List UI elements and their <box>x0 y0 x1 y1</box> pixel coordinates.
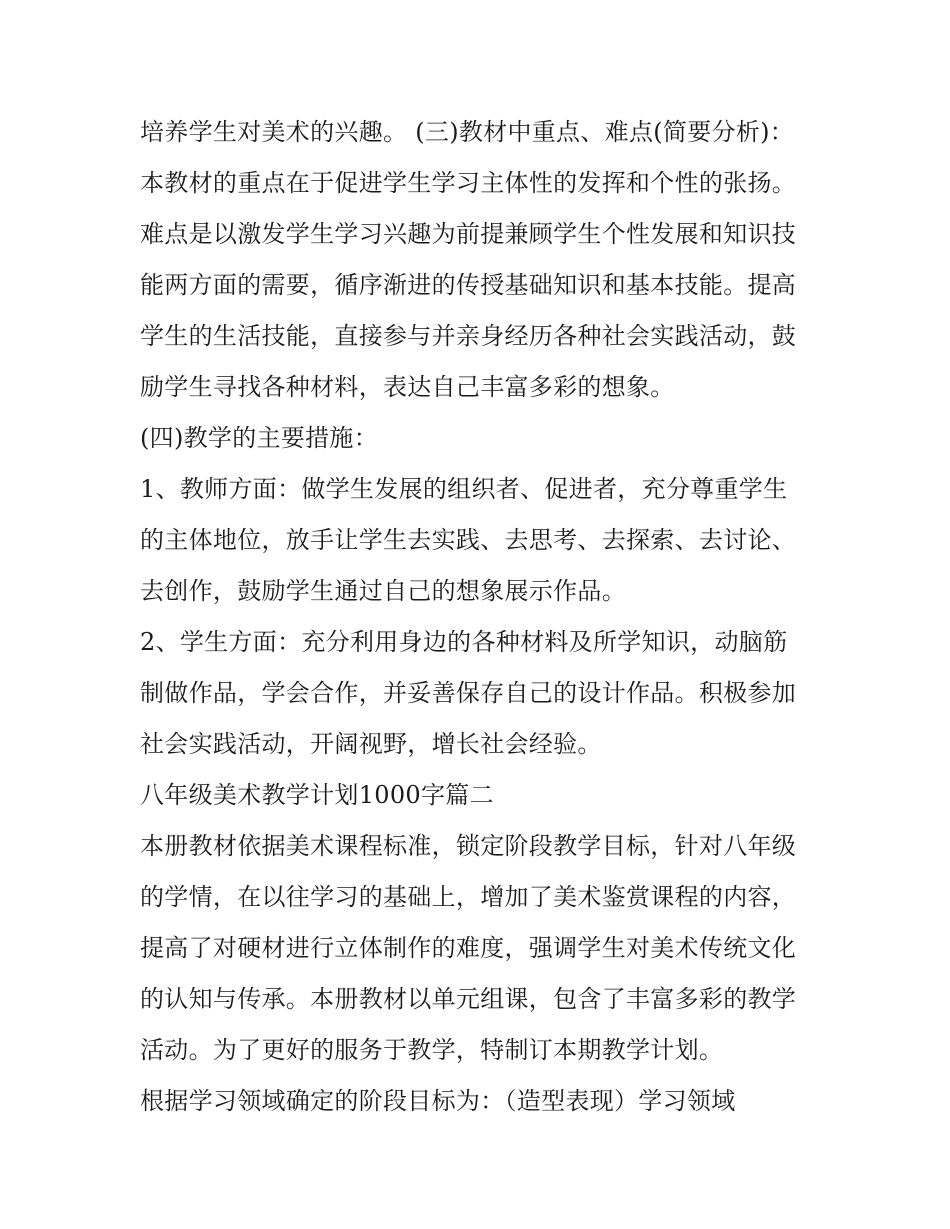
text-line: 励学生寻找各种材料，表达自己丰富多彩的想象。 <box>140 373 675 401</box>
text-line: 的学情，在以往学习的基础上，增加了美术鉴赏课程的内容， <box>140 883 797 911</box>
list-item: 2、学生方面：充分利用身边的各种材料及所学知识，动脑筋 <box>140 628 788 656</box>
section-heading: (四)教学的主要措施： <box>140 424 379 452</box>
text-line: 提高了对硬材进行立体制作的难度，强调学生对美术传统文化 <box>140 934 797 962</box>
text-line: 活动。为了更好的服务于教学，特制订本期教学计划。 <box>140 1036 724 1064</box>
text-line: 能两方面的需要，循序渐进的传授基础知识和基本技能。提高 <box>140 271 797 299</box>
document-body <box>140 107 820 1127</box>
text-line: 制做作品，学会合作，并妥善保存自己的设计作品。积极参加 <box>140 679 797 707</box>
list-item: 1、教师方面：做学生发展的组织者、促进者，充分尊重学生 <box>140 475 788 503</box>
text-line: 培养学生对美术的兴趣。 (三)教材中重点、难点(简要分析)： <box>140 118 795 146</box>
text-line: 学生的生活技能，直接参与并亲身经历各种社会实践活动，鼓 <box>140 322 797 350</box>
text-line: 根据学习领域确定的阶段目标为：（造型表现）学习领域 <box>140 1087 736 1115</box>
text-line: 本册教材依据美术课程标准，锁定阶段教学目标，针对八年级 <box>140 832 797 860</box>
text-line: 本教材的重点在于促进学生学习主体性的发挥和个性的张扬。 <box>140 169 797 197</box>
article-title: 八年级美术教学计划1000字篇二 <box>140 781 494 809</box>
text-line: 社会实践活动，开阔视野，增长社会经验。 <box>140 730 602 758</box>
text-line: 的主体地位，放手让学生去实践、去思考、去探索、去讨论、 <box>140 526 797 554</box>
text-line: 难点是以激发学生学习兴趣为前提兼顾学生个性发展和知识技 <box>140 220 797 248</box>
text-line: 去创作，鼓励学生通过自己的想象展示作品。 <box>140 577 626 605</box>
text-line: 的认知与传承。本册教材以单元组课，包含了丰富多彩的教学 <box>140 985 797 1013</box>
